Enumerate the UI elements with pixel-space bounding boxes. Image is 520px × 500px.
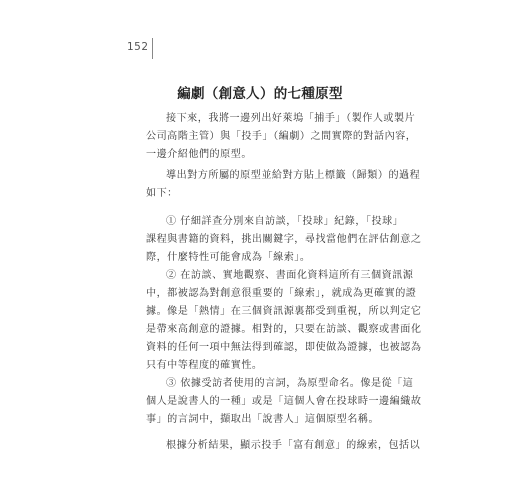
chapter-title: 編劇（創意人）的七種原型: [177, 86, 343, 102]
paragraph-line: 公司高階主管）與「投手」（編劇）之間實際的對話內容，: [146, 131, 417, 142]
page-number: 152: [127, 41, 149, 53]
paragraph-line: ② 在訪談、實地觀察、書面化資料這所有三個資訊源: [166, 270, 414, 281]
paragraph-line: 是帶來高創意的證據。相對的，只要在訪談、觀察或書面化: [146, 324, 422, 335]
paragraph-line: 如下：: [146, 188, 178, 199]
paragraph-line: ① 仔細詳查分別來自訪談，「投球」紀錄，「投球」: [166, 216, 404, 227]
paragraph-line: 際，什麼特性可能會成為「線索」。: [146, 252, 311, 263]
paragraph-line: 接下來，我將一邊列出好萊塢「捕手」（製作人或製片: [166, 113, 416, 124]
paragraph-intro: [146, 110, 417, 164]
paragraph-line: 據。像是「熱情」在三個資訊源裏都受到重視，所以判定它: [146, 306, 422, 317]
paragraph-line: 只有中等程度的確實性。: [146, 360, 263, 371]
paragraph-line: 中，都被認為對創意很重要的「線索」，就成為更確實的證: [146, 288, 417, 299]
paragraph-step-3: [146, 375, 422, 429]
paragraph-line: 事」的言詞中，擷取出「說書人」這個原型名稱。: [146, 414, 380, 425]
paragraph-process: [146, 167, 421, 203]
paragraph-step-1: [146, 213, 422, 267]
paragraph-line: 資料的任何一項中無法得到確認，即使做為證據，也被認為: [146, 342, 422, 353]
paragraph-line: 一邊介紹他們的原型。: [146, 149, 252, 160]
paragraph-analysis: [146, 437, 421, 455]
paragraph-line: 導出對方所屬的原型並給對方貼上標籤（歸類）的過程: [166, 170, 421, 181]
paragraph-line: ③ 依據受訪者使用的言詞，為原型命名。像是從「這: [166, 378, 414, 389]
paragraph-line: 根據分析結果，顯示投手「富有創意」的線索，包括以: [166, 440, 421, 451]
paragraph-line: 課程與書籍的資料，挑出關鍵字，尋找當他們在評估創意之: [146, 234, 422, 245]
paragraph-step-2: [146, 267, 422, 375]
page-number-rule: [152, 38, 153, 59]
paragraph-line: 個人是說書人的一種」或是「這個人會在投球時一邊編織故: [146, 396, 422, 407]
